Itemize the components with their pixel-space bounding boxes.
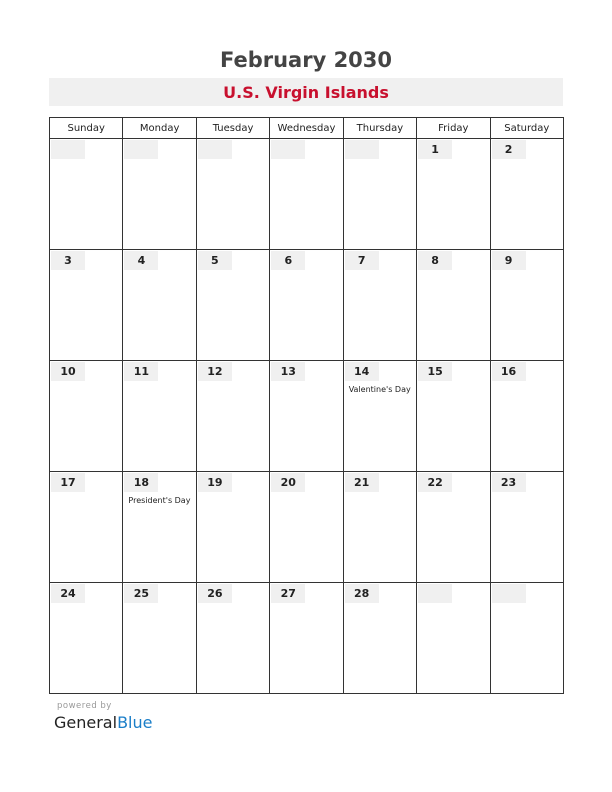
- day-cell[interactable]: [343, 583, 416, 694]
- day-number: [418, 584, 452, 603]
- day-number: [51, 140, 85, 159]
- day-number: 10: [51, 362, 85, 381]
- day-cell[interactable]: [490, 250, 563, 361]
- week-row: [50, 361, 564, 472]
- day-number: 17: [51, 473, 85, 492]
- day-number: 4: [124, 251, 158, 270]
- weekday-header-row: [50, 118, 564, 139]
- day-number: 24: [51, 584, 85, 603]
- day-number: [124, 140, 158, 159]
- day-cell[interactable]: [343, 139, 416, 250]
- day-number: 11: [124, 362, 158, 381]
- day-number: 3: [51, 251, 85, 270]
- day-number: 7: [345, 251, 379, 270]
- day-number: 25: [124, 584, 158, 603]
- day-number: 21: [345, 473, 379, 492]
- day-cell[interactable]: [270, 139, 343, 250]
- day-number: 13: [271, 362, 305, 381]
- day-cell[interactable]: [50, 139, 123, 250]
- weekday-header: Saturday: [490, 118, 563, 139]
- holiday-label: Valentine's Day: [348, 385, 411, 394]
- calendar-body: [50, 139, 564, 694]
- day-number: 20: [271, 473, 305, 492]
- day-cell[interactable]: [417, 361, 490, 472]
- day-number: 27: [271, 584, 305, 603]
- brand-general: General: [54, 713, 118, 732]
- day-cell[interactable]: [270, 250, 343, 361]
- day-cell[interactable]: [123, 139, 196, 250]
- day-cell[interactable]: [196, 472, 269, 583]
- day-cell[interactable]: [50, 583, 123, 694]
- day-number: 18: [124, 473, 158, 492]
- weekday-header: Tuesday: [196, 118, 269, 139]
- day-cell[interactable]: [343, 472, 416, 583]
- day-number: [345, 140, 379, 159]
- day-number: [271, 140, 305, 159]
- day-cell[interactable]: [490, 361, 563, 472]
- day-cell[interactable]: [343, 361, 416, 472]
- day-cell[interactable]: [196, 583, 269, 694]
- region-subtitle: U.S. Virgin Islands: [223, 83, 389, 102]
- day-cell[interactable]: [123, 361, 196, 472]
- weekday-header: Monday: [123, 118, 196, 139]
- week-row: [50, 583, 564, 694]
- day-cell[interactable]: [50, 472, 123, 583]
- day-number: 12: [198, 362, 232, 381]
- day-cell[interactable]: [270, 361, 343, 472]
- day-cell[interactable]: [196, 250, 269, 361]
- day-cell[interactable]: [417, 472, 490, 583]
- day-number: 23: [492, 473, 526, 492]
- day-number: 19: [198, 473, 232, 492]
- day-number: 6: [271, 251, 305, 270]
- day-cell[interactable]: [417, 139, 490, 250]
- day-cell[interactable]: [417, 250, 490, 361]
- weekday-header: Thursday: [343, 118, 416, 139]
- day-cell[interactable]: [196, 139, 269, 250]
- day-number: 9: [492, 251, 526, 270]
- day-number: 5: [198, 251, 232, 270]
- brand-logo[interactable]: [54, 713, 152, 732]
- day-cell[interactable]: [490, 583, 563, 694]
- day-cell[interactable]: [270, 472, 343, 583]
- calendar-grid: [49, 117, 564, 694]
- holiday-label: President's Day: [128, 496, 191, 505]
- day-number: [198, 140, 232, 159]
- day-cell[interactable]: [123, 472, 196, 583]
- weekday-header: Friday: [417, 118, 490, 139]
- day-cell[interactable]: [417, 583, 490, 694]
- day-cell[interactable]: [123, 250, 196, 361]
- powered-by-text: powered by: [57, 701, 112, 711]
- weekday-header: Sunday: [50, 118, 123, 139]
- day-number: 14: [345, 362, 379, 381]
- day-number: [492, 584, 526, 603]
- day-cell[interactable]: [343, 250, 416, 361]
- day-number: 15: [418, 362, 452, 381]
- day-cell[interactable]: [196, 361, 269, 472]
- day-number: 2: [492, 140, 526, 159]
- day-number: 28: [345, 584, 379, 603]
- day-cell[interactable]: [50, 361, 123, 472]
- day-number: 8: [418, 251, 452, 270]
- day-number: 16: [492, 362, 526, 381]
- day-cell[interactable]: [123, 583, 196, 694]
- day-cell[interactable]: [50, 250, 123, 361]
- day-cell[interactable]: [490, 139, 563, 250]
- day-number: 22: [418, 473, 452, 492]
- subtitle-bar: [49, 78, 563, 106]
- page-title: February 2030: [219, 48, 393, 72]
- week-row: [50, 472, 564, 583]
- brand-blue: Blue: [117, 713, 153, 732]
- week-row: [50, 250, 564, 361]
- weekday-header: Wednesday: [270, 118, 343, 139]
- week-row: [50, 139, 564, 250]
- day-number: 26: [198, 584, 232, 603]
- day-number: 1: [418, 140, 452, 159]
- day-cell[interactable]: [270, 583, 343, 694]
- day-cell[interactable]: [490, 472, 563, 583]
